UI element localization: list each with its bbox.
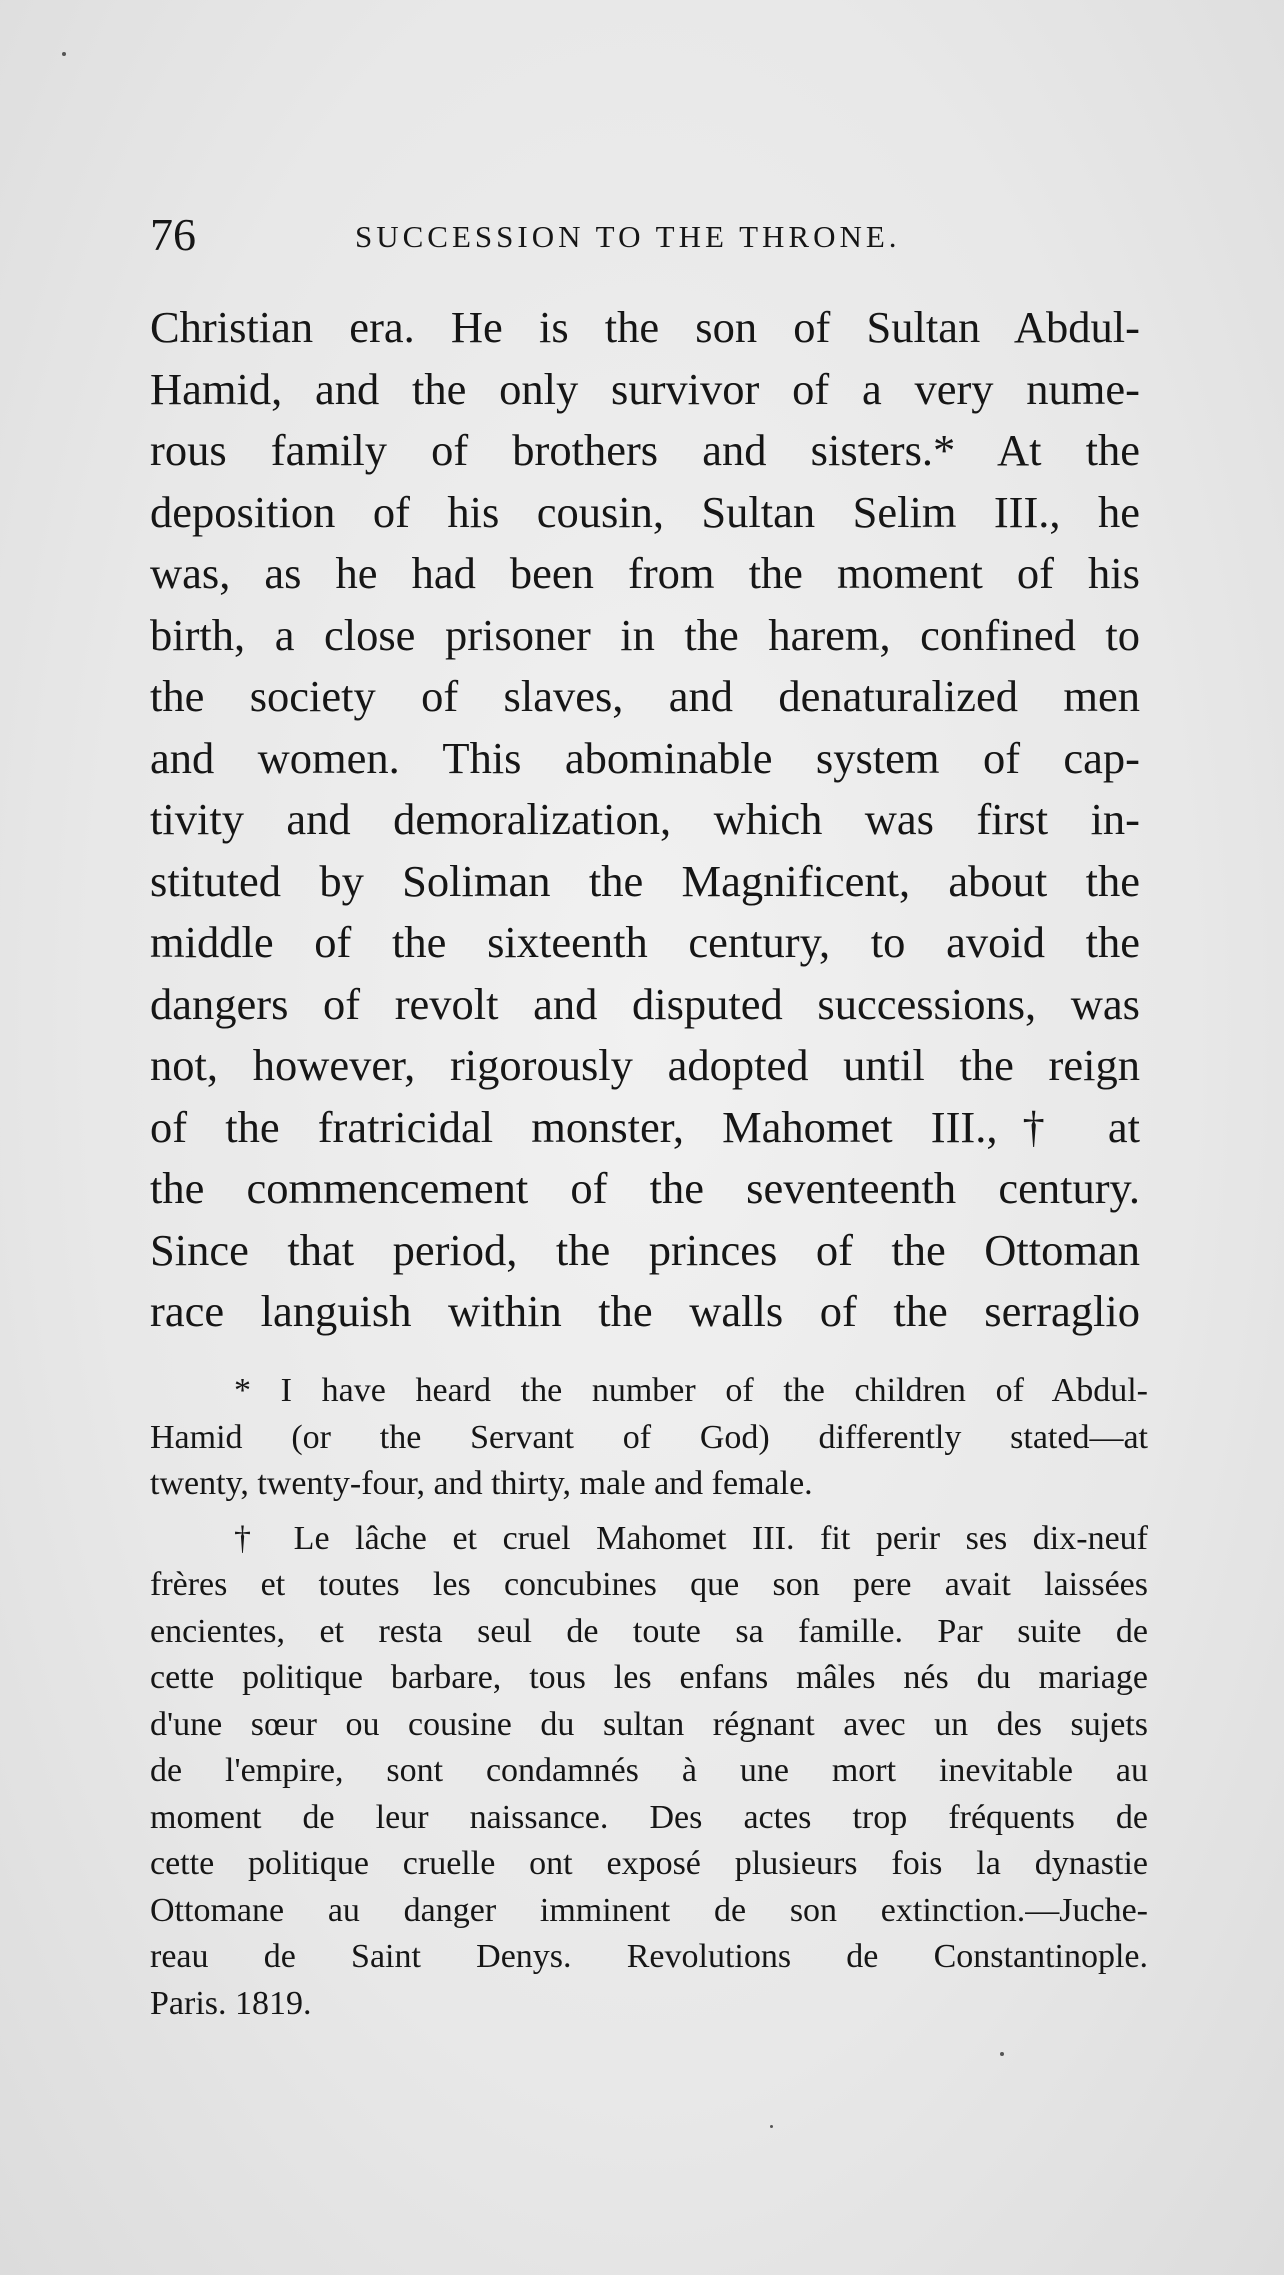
text-line: birth, a close prisoner in the harem, confined to [150, 609, 1140, 660]
text-line: of the fratricidal monster, Mahomet III.,† at [150, 1101, 1140, 1152]
page-number: 76 [150, 209, 196, 260]
footnote-dagger [150, 1516, 1148, 2028]
text-line: was, as he had been from the moment of his [150, 548, 1140, 598]
paper-speck [770, 2125, 773, 2128]
running-head [150, 205, 1150, 265]
footnote-line: encientes, et resta seul de toute sa famille. Par suite de [150, 1612, 1148, 1650]
text-line: deposition of his cousin, Sultan Selim III., he [150, 486, 1140, 537]
footnote-line: Hamid (or the Servant of God) differently stated—at [150, 1418, 1148, 1456]
running-title: SUCCESSION TO THE THRONE. [355, 219, 901, 254]
main-text [150, 297, 1140, 1343]
text-line: middle of the sixteenth century, to avoid the [150, 917, 1140, 967]
footnote-line: Paris. 1819. [150, 1984, 312, 2022]
footnote-line: * I have heard the number of the children of Abdul- [234, 1372, 1148, 1409]
paper-speck [62, 52, 66, 56]
footnote-line: moment de leur naissance. Des actes trop fréquents de [150, 1798, 1148, 1836]
footnote-line: de l'empire, sont condamnés à une mort inevitable au [150, 1752, 1148, 1789]
footnotes [150, 1368, 1148, 2027]
text-line: dangers of revolt and disputed successions, was [150, 978, 1140, 1029]
text-line: Christian era. He is the son of Sultan Abdul- [150, 302, 1140, 352]
footnote-line: Ottomane au danger imminent de son extinction.—Juche- [150, 1891, 1148, 1929]
text-line: the society of slaves, and denaturalized men [150, 671, 1140, 721]
footnote-line: frères et toutes les concubines que son pere avait laissées [150, 1566, 1148, 1603]
footnote-line: reau de Saint Denys. Revolutions de Constantinople. [150, 1938, 1148, 1975]
text-line: stituted by Soliman the Magnificent, about the [150, 855, 1140, 906]
text-line: and women. This abominable system of cap- [150, 732, 1140, 783]
footnote-line: cette politique cruelle ont exposé plusieurs fois la dynastie [150, 1845, 1148, 1882]
footnote-line: twenty, twenty-four, and thirty, male and female. [150, 1465, 813, 1502]
text-line: not, however, rigorously adopted until the reign [150, 1040, 1140, 1090]
text-line: Hamid, and the only survivor of a very nume- [150, 363, 1140, 414]
text-line: tivity and demoralization, which was first in- [150, 794, 1140, 844]
text-line: race languish within the walls of the serraglio [150, 1286, 1140, 1336]
footnote-asterisk [150, 1368, 1148, 1508]
text-line: the commencement of the seventeenth century. [150, 1163, 1140, 1213]
footnote-gap [150, 1508, 1148, 1516]
text-line: rous family of brothers and sisters.* At the [150, 425, 1140, 475]
footnote-line: d'une sœur ou cousine du sultan régnant avec un des sujets [150, 1705, 1148, 1743]
footnote-line: cette politique barbare, tous les enfans mâles nés du mariage [150, 1659, 1148, 1696]
text-line: Since that period, the princes of the Ottoman [150, 1224, 1140, 1275]
footnote-line: † Le lâche et cruel Mahomet III. fit perir ses dix-neuf [234, 1519, 1148, 1557]
paper-speck [1000, 2052, 1004, 2056]
